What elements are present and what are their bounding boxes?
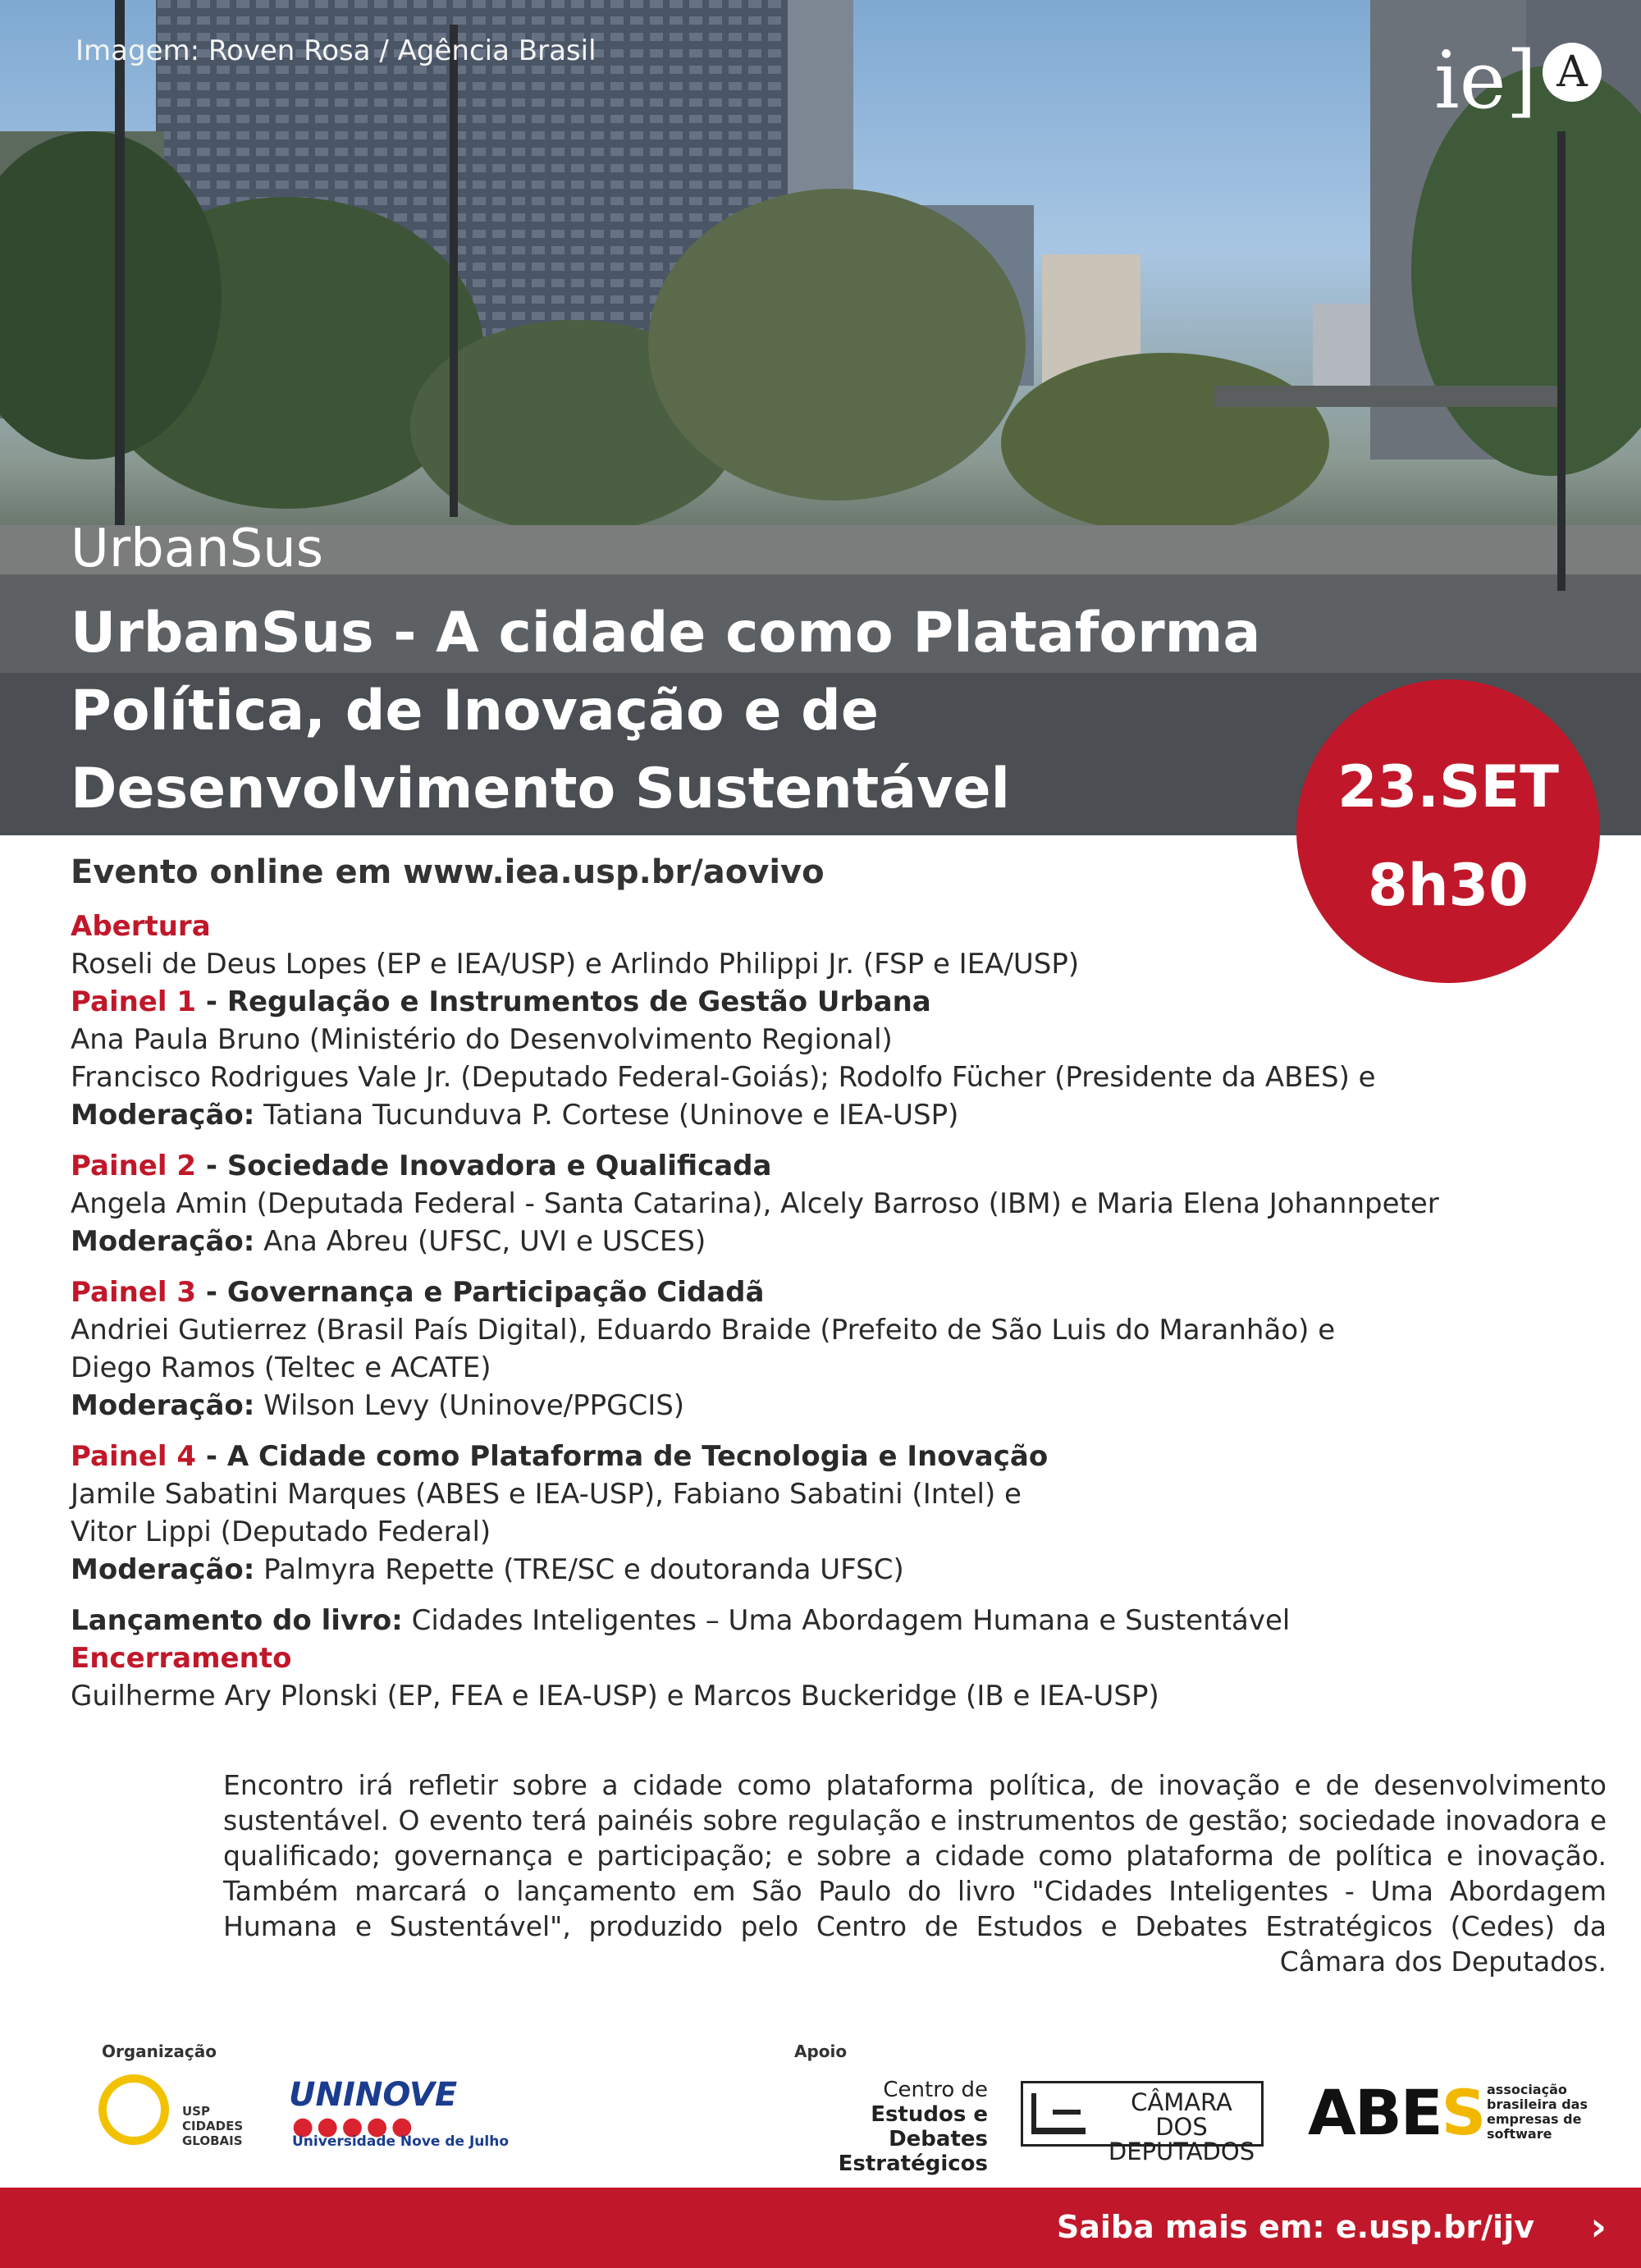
event-description: Encontro irá refletir sobre a cidade como plataforma política, de inovação e de desenvolvimento sustentável. O evento terá painéis sobre regulação e instrumentos de gestão; sociedade inovadora e qualificado; governança e participação; e sobre a cidade como plataforma de política e inovação. Também marcará o lançamento em São Paulo do livro "Cidades Inteligentes - Uma Abordagem Humana e Sustentável", produzido pelo Centro de Estudos e Debates Estratégicos (Cedes) da Câmara dos Deputados. (223, 1769, 1607, 1978)
panel-4-title: - A Cidade como Plataforma de Tecnologia e Inovação (196, 1440, 1049, 1473)
usp-logo-line-1: USP (182, 2104, 210, 2119)
panel-2-title: - Sociedade Inovadora e Qualificada (196, 1150, 772, 1182)
panel-3-title: - Governança e Participação Cidadã (196, 1276, 765, 1309)
abes-sub-line-4: software (1487, 2126, 1552, 2142)
moderation-label: Moderação: (71, 1225, 255, 1258)
support-label: Apoio (794, 2042, 848, 2061)
encerramento-heading: Encerramento (71, 1642, 292, 1675)
panel-1-moderator: Tatiana Tucunduva P. Cortese (Uninove e IEA-USP) (254, 1099, 959, 1132)
panel-3-heading (71, 1273, 1383, 1311)
moderation-label: Moderação: (71, 1553, 255, 1586)
organization-label: Organização (102, 2042, 217, 2061)
abes-logo (1308, 2076, 1484, 2149)
panel-2-speakers-1: Angela Amin (Deputada Federal - Santa Catarina), Alcely Barroso (IBM) e Maria Elena Johannpeter (71, 1187, 1439, 1220)
abes-logo-subtitle (1487, 2083, 1588, 2142)
camara-line-2: DEPUTADOS (1108, 2138, 1255, 2165)
usp-cidades-globais-logo-icon (98, 2074, 169, 2145)
book-launch-label: Lançamento do livro: (71, 1604, 403, 1637)
abertura-speakers: Roseli de Deus Lopes (EP e IEA/USP) e Arlindo Philippi Jr. (FSP e IEA/USP) (71, 948, 1080, 981)
event-title-line-2: Política, de Inovação e de (71, 679, 879, 743)
panel-4-label: Painel 4 (71, 1440, 197, 1473)
event-title-line-1: UrbanSus - A cidade como Plataforma (71, 601, 1261, 665)
panel-1-heading (71, 983, 1383, 1021)
cedes-logo (779, 2078, 988, 2176)
cedes-line-3: Estratégicos (838, 2151, 988, 2176)
encerramento-speakers: Guilherme Ary Plonski (EP, FEA e IEA-USP) e Marcos Buckeridge (IB e IEA-USP) (71, 1680, 1159, 1712)
usp-logo-line-2: CIDADES (182, 2119, 244, 2133)
photo-credit: Imagem: Roven Rosa / Agência Brasil (75, 34, 597, 67)
panel-3-speakers-1: Andriei Gutierrez (Brasil País Digital), Eduardo Braide (Prefeito de São Luis do Maranhão) e (71, 1314, 1336, 1347)
uninove-logo-subtitle: Universidade Nove de Julho (292, 2133, 510, 2150)
cedes-line-2: Estudos e Debates (871, 2102, 988, 2151)
more-info-link[interactable]: Saiba mais em: e.usp.br/ijv (1056, 2209, 1534, 2245)
panel-4-speakers-1: Jamile Sabatini Marques (ABES e IEA-USP), Fabiano Sabatini (Intel) e (71, 1478, 1022, 1511)
camara-logo-text (1102, 2090, 1261, 2164)
panel-4-speakers-2: Vitor Lippi (Deputado Federal) (71, 1516, 491, 1548)
usp-logo-line-3: GLOBAIS (182, 2133, 243, 2148)
panel-1-speakers-1: Ana Paula Bruno (Ministério do Desenvolvimento Regional) (71, 1023, 893, 1056)
event-time: 8h30 (1368, 852, 1529, 919)
iea-logo-a-mark: A (1543, 43, 1602, 102)
event-subtitle: UrbanSus (71, 519, 324, 579)
panel-1-label: Painel 1 (71, 985, 197, 1018)
panel-2-moderation (71, 1223, 1383, 1260)
panel-2-moderator: Ana Abreu (UFSC, UVI e USCES) (254, 1225, 706, 1258)
abes-letters: ABE (1308, 2076, 1442, 2149)
cedes-line-1: Centro de (883, 2078, 988, 2102)
abes-sub-line-3: empresas de (1487, 2111, 1582, 2127)
abes-letter-s: S (1441, 2076, 1485, 2149)
abes-sub-line-1: associação (1487, 2082, 1567, 2097)
chevron-right-icon[interactable]: › (1590, 2204, 1607, 2250)
usp-cidades-globais-logo-text (182, 2104, 243, 2148)
panel-3-label: Painel 3 (71, 1276, 197, 1309)
abertura-heading: Abertura (71, 910, 211, 943)
camara-deputados-logo (1021, 2081, 1264, 2165)
panel-1-moderation (71, 1096, 1383, 1134)
panel-4-moderator: Palmyra Repette (TRE/SC e doutoranda UFSC) (254, 1553, 904, 1586)
panel-1-speakers-2: Francisco Rodrigues Vale Jr. (Deputado Federal-Goiás); Rodolfo Fücher (Presidente da ABES) e (71, 1061, 1376, 1094)
panel-3-moderation (71, 1387, 1383, 1424)
event-date: 23.SET (1337, 753, 1559, 821)
uninove-logo: UNINOVE (289, 2076, 458, 2114)
moderation-label: Moderação: (71, 1099, 255, 1132)
event-title-line-3: Desenvolvimento Sustentável (71, 757, 1010, 821)
panel-2-label: Painel 2 (71, 1150, 197, 1182)
book-launch (71, 1602, 1383, 1639)
event-title (71, 594, 1301, 828)
panel-3-moderator: Wilson Levy (Uninove/PPGCIS) (254, 1389, 685, 1422)
camara-line-1: CÂMARA DOS (1131, 2088, 1232, 2141)
panel-4-moderation (71, 1551, 1383, 1589)
panel-4-heading (71, 1438, 1383, 1475)
abes-sub-line-2: brasileira das (1487, 2097, 1588, 2112)
uninove-logo-dots: ●●●●● (292, 2112, 416, 2141)
iea-logo: ie] (1434, 34, 1537, 126)
panel-2-heading (71, 1147, 1383, 1185)
panel-3-speakers-2: Diego Ramos (Teltec e ACATE) (71, 1351, 491, 1384)
event-program (71, 908, 1439, 1715)
camara-building-icon (1030, 2090, 1087, 2138)
book-title: Cidades Inteligentes – Uma Abordagem Humana e Sustentável (402, 1604, 1291, 1637)
online-event-link[interactable]: Evento online em www.iea.usp.br/aovivo (71, 853, 825, 891)
panel-1-title: - Regulação e Instrumentos de Gestão Urbana (196, 985, 931, 1018)
footer-bar[interactable] (0, 2188, 1641, 2268)
moderation-label: Moderação: (71, 1389, 255, 1422)
